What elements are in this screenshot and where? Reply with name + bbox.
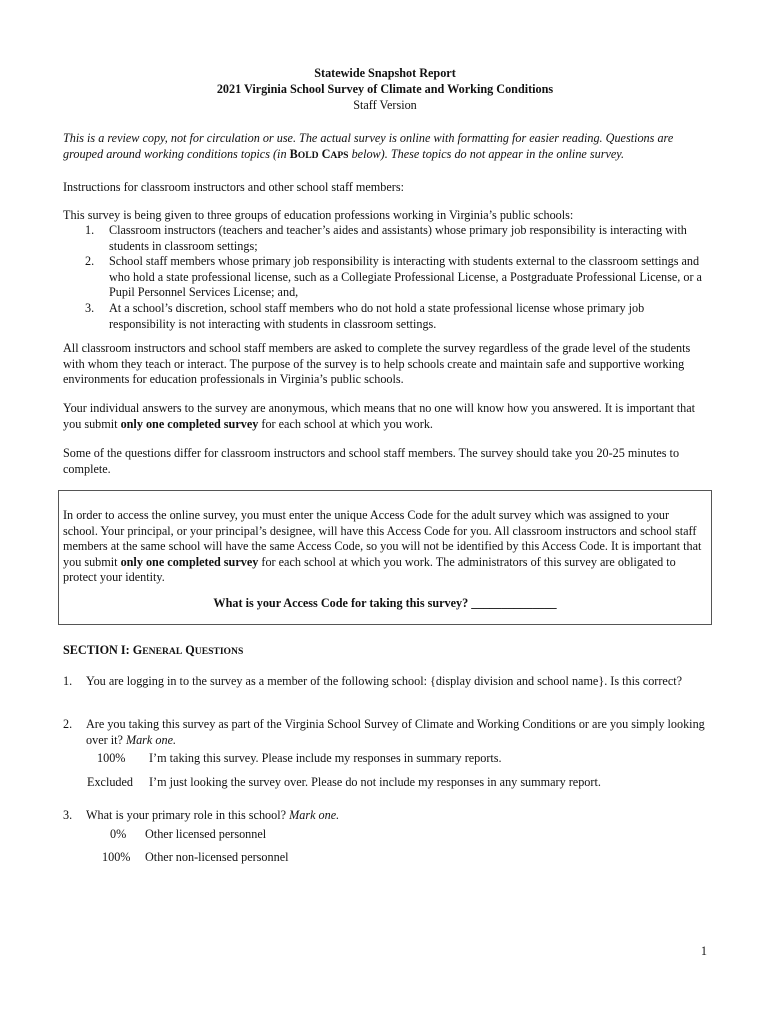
groups-intro: This survey is being given to three groups of education professions working in Virginia’s public schools: [63,208,574,222]
review-note: This is a review copy, not for circulation or use. The actual survey is online with formatting for easier reading. Questions are grouped around working conditions topics (in BOLD CAPS below). These topics do not appear in the online survey. [63,131,674,161]
groups-list [63,223,713,332]
q3-option-label[interactable]: Other non-licensed personnel [145,850,289,864]
instructions-heading: Instructions for classroom instructors and other school staff members: [63,180,404,194]
paragraph-anonymous: Your individual answers to the survey are anonymous, which means that no one will know how you answered. It is important that you submit only one completed survey for each school at which you work. [63,401,696,431]
q2-option-value: 100% [97,751,126,765]
page-number: 1 [700,944,707,958]
q2-option-label[interactable]: I’m just looking the survey over. Please do not include my responses in any summary report. [149,775,601,789]
survey-title: 2021 Virginia School Survey of Climate and Working Conditions [216,82,554,96]
version-label: Staff Version [353,98,417,112]
q2-option-value: Excluded [87,775,134,789]
list-item: 2. School staff members whose primary job responsibility is interacting with students external to the classroom settings and who hold a state professional license, such as a Collegiate Professional License, a Postgraduate Professional License, or a Pupil Personnel Services License; and, [85,254,702,300]
section-heading: SECTION I: GENERAL QUESTIONS [63,643,244,657]
list-item: 3. At a school’s discretion, school staff members who do not hold a state professional license whose primary job responsibility is not interacting with students in classroom settings. [85,300,645,331]
question-3: 3. What is your primary role in this school? Mark one. [63,808,340,822]
list-item: 1. Classroom instructors (teachers and teacher’s aides and assistants) whose primary job responsibility is interacting with students in classroom settings; [85,223,687,253]
q3-option-value: 0% [110,827,127,841]
report-title: Statewide Snapshot Report [314,66,456,80]
question-2: 2. Are you taking this survey as part of the Virginia School Survey of Climate and Working Conditions or are you simply looking over it? Mark one. [63,717,705,747]
paragraph-all-staff: All classroom instructors and school staff members are asked to complete the survey regardless of the grade level of the students with whom they teach or interact. The purpose of the survey is to help schools create and maintain safe and supportive working environments for education professionals in Virginia’s public schools. [63,341,691,387]
q3-option-label[interactable]: Other licensed personnel [145,827,267,841]
q3-option-value: 100% [102,850,131,864]
access-code-question: What is your Access Code for taking this survey? ______________ [213,596,557,610]
q2-option-label[interactable]: I’m taking this survey. Please include my responses in summary reports. [149,751,502,765]
access-code-instructions: In order to access the online survey, you must enter the unique Access Code for the adult survey which was assigned to your school. Your principal, or your principal’s designee, will have this Access Code for you. All classroom instructors and school staff members at the same school will have the same Access Code, so you will not be identified by this Access Code. It is important that you submit only one completed survey for each school at which you work. The administrators of this survey are obligated to protect your identity. [63,508,702,585]
question-1: 1. You are logging in to the survey as a member of the following school: {display division and school name}. Is this correct? [63,674,683,688]
paragraph-differ: Some of the questions differ for classroom instructors and school staff members. The survey should take you 20-25 minutes to complete. [63,446,680,476]
